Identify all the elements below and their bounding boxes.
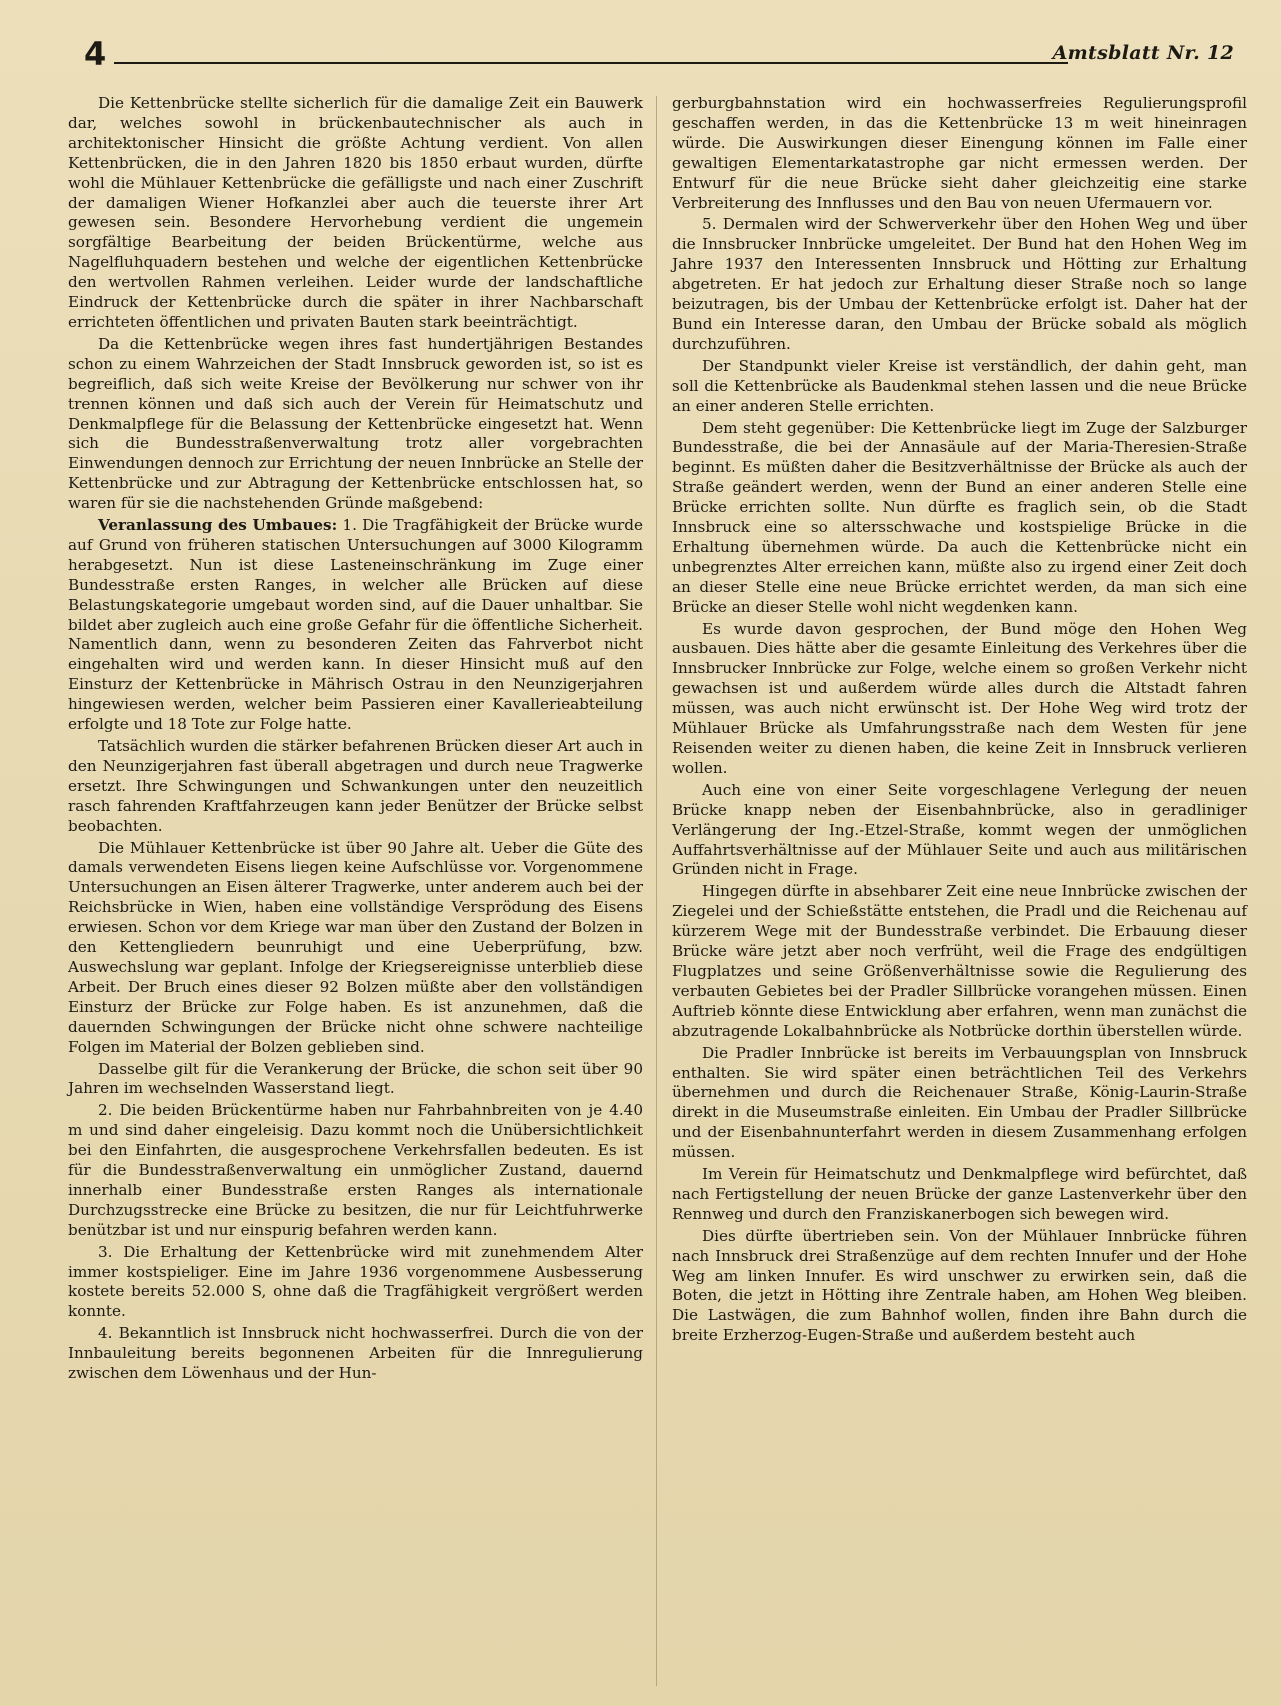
left-column (68, 94, 643, 1386)
paragraph: Dem steht gegenüber: Die Kettenbrücke liegt im Zuge der Salzburger Bundesstraße, die bei der Annasäule auf der Maria-Theresien-Straße beginnt. Es müßten daher die Besitzverhältnisse der Brücke als auch der Straße geändert werden, wenn der Bund an einer anderen Stelle eine Brücke errichten sollte. Nun dürfte es fraglich sein, ob die Stadt Innsbruck eine so altersschwache und kostspielige Brücke in die Erhaltung übernehmen würde. Da auch die Kettenbrücke nicht ein unbegrenztes Alter erreichen kann, müßte also zu irgend einer Zeit doch an dieser Stelle eine neue Brücke errichtet werden, da man sich eine Brücke an dieser Stelle wohl nicht wegdenken kann. (672, 418, 1247, 616)
paragraph: Die Kettenbrücke stellte sicherlich für die damalige Zeit ein Bauwerk dar, welches sowohl in brückenbautechnischer als auch in architektonischer Hinsicht die größte Achtung verdient. Von allen Kettenbrücken, die in den Jahren 1820 bis 1850 erbaut wurden, dürfte wohl die Mühlauer Kettenbrücke die gefälligste und nach einer Zuschrift der damaligen Wiener Hofkanzlei aber auch die teuerste ihrer Art gewesen sein. Besondere Hervorhebung verdient die ungemein sorgfältige Bearbeitung der beiden Brückentürme, welche aus Nagelfluhquadern bestehen und welche der eigentlichen Kettenbrücke den wertvollen Rahmen verleihen. Leider wurde der landschaftliche Eindruck der Kettenbrücke durch die später in ihrer Nachbarschaft errichteten öffentlichen und privaten Bauten stark beeinträchtigt. (68, 94, 643, 331)
paragraph: Hingegen dürfte in absehbarer Zeit eine neue Innbrücke zwischen der Ziegelei und der Schießstätte entstehen, die Pradl und die Reichenau auf kürzerem Wege mit der Bundesstraße verbindet. Die Erbauung dieser Brücke wäre jetzt aber noch verfrüht, weil die Frage des endgültigen Flugplatzes und seine Größenverhältnisse sowie die Regulierung des verbauten Gebietes bei der Pradler Sillbrücke vorangehen müssen. Einen Auftrieb könnte diese Entwicklung aber erfahren, wenn man zunächst die abzutragende Lokalbahnbrücke als Notbrücke dorthin überstellen würde. (672, 882, 1247, 1040)
column-divider (656, 96, 657, 1686)
header-rule (114, 62, 1068, 64)
paragraph: 2. Die beiden Brückentürme haben nur Fahrbahnbreiten von je 4.40 m und sind daher eingeleisig. Dazu kommt noch die Unübersichtlichkeit bei den Einfahrten, die ausgesprochene Verkehrsfallen bedeuten. Es ist für die Bundesstraßenverwaltung ein unmöglicher Zustand, dauernd innerhalb einer Bundesstraße ersten Ranges als internationale Durchzugsstrecke eine Brücke zu besitzen, die nur für Leichtfuhrwerke benützbar ist und nur einspurig befahren werden kann. (68, 1101, 643, 1239)
page-number: 4 (84, 35, 107, 73)
paragraph: Veranlassung des Umbaues: 1. Die Tragfähigkeit der Brücke wurde auf Grund von früheren statischen Untersuchungen auf 3000 Kilogramm herabgesetzt. Nun ist diese Lasteneinschränkung im Zuge einer Bundesstraße ersten Ranges, in welcher alle Brücken auf diese Belastungskategorie umgebaut worden sind, auf die Dauer unhaltbar. Sie bildet aber zugleich auch eine große Gefahr für die öffentliche Sicherheit. Namentlich dann, wenn zu besonderen Zeiten das Fahrverbot nicht eingehalten wird und werden kann. In dieser Hinsicht muß auf den Einsturz der Kettenbrücke in Mährisch Ostrau in den Neunzigerjahren hingewiesen werden, welcher beim Passieren einer Kavallerieabteilung erfolgte und 18 Tote zur Folge hatte. (68, 516, 643, 734)
right-column (672, 94, 1247, 1348)
paragraph: 3. Die Erhaltung der Kettenbrücke wird mit zunehmendem Alter immer kostspieliger. Eine im Jahre 1936 vorgenommene Ausbesserung kostete bereits 52.000 S, ohne daß die Tragfähigkeit vergrößert werden konnte. (68, 1242, 643, 1321)
paragraph: 5. Dermalen wird der Schwerverkehr über den Hohen Weg und über die Innsbrucker Innbrücke umgeleitet. Der Bund hat den Hohen Weg im Jahre 1937 den Interessenten Innsbruck und Hötting zur Erhaltung abgetreten. Er hat jedoch zur Erhaltung dieser Straße noch so lange beizutragen, bis der Umbau der Kettenbrücke erfolgt ist. Daher hat der Bund ein Interesse daran, den Umbau der Brücke sobald als möglich durchzuführen. (672, 215, 1247, 353)
paragraph: Da die Kettenbrücke wegen ihres fast hundertjährigen Bestandes schon zu einem Wahrzeichen der Stadt Innsbruck geworden ist, so ist es begreiflich, daß sich weite Kreise der Bevölkerung nur schwer von ihr trennen können und daß sich auch der Verein für Heimatschutz und Denkmalpflege für die Belassung der Kettenbrücke eingesetzt hat. Wenn sich die Bundesstraßenverwaltung trotz aller vorgebrachten Einwendungen dennoch zur Errichtung der neuen Innbrücke an Stelle der Kettenbrücke und zur Abtragung der Kettenbrücke entschlossen hat, so waren für sie die nachstehenden Gründe maßgebend: (68, 334, 643, 513)
paragraph: Dasselbe gilt für die Verankerung der Brücke, die schon seit über 90 Jahren im wechselnden Wasserstand liegt. (68, 1059, 643, 1098)
paragraph: Der Standpunkt vieler Kreise ist verständlich, der dahin geht, man soll die Kettenbrücke als Baudenkmal stehen lassen und die neue Brücke an einer anderen Stelle errichten. (672, 356, 1247, 415)
paragraph: Dies dürfte übertrieben sein. Von der Mühlauer Innbrücke führen nach Innsbruck drei Straßenzüge auf dem rechten Innufer und der Hohe Weg am linken Innufer. Es wird unschwer zu erwirken sein, daß die Boten, die jetzt in Hötting ihre Zentrale haben, am Hohen Weg bleiben. Die Lastwägen, die zum Bahnhof wollen, finden ihre Bahn durch die breite Erzherzog-Eugen-Straße und außerdem besteht auch (672, 1226, 1247, 1345)
paragraph: gerburgbahnstation wird ein hochwasserfreies Regulierungsprofil geschaffen werden, in das die Kettenbrücke 13 m weit hineinragen würde. Die Auswirkungen dieser Einengung können im Falle einer gewaltigen Elementarkatastrophe gar nicht ermessen werden. Der Entwurf für die neue Brücke sieht daher gleichzeitig eine starke Verbreiterung des Innflusses und den Bau von neuen Ufermauern vor. (672, 94, 1247, 212)
paragraph: Im Verein für Heimatschutz und Denkmalpflege wird befürchtet, daß nach Fertigstellung der neuen Brücke der ganze Lastenverkehr über den Rennweg und durch den Franziskanerbogen sich bewegen wird. (672, 1165, 1247, 1223)
paragraph: Die Mühlauer Kettenbrücke ist über 90 Jahre alt. Ueber die Güte des damals verwendeten Eisens liegen keine Aufschlüsse vor. Vorgenommene Untersuchungen an Eisen älterer Tragwerke, unter anderem auch bei der Reichsbrücke in Wien, haben eine vollständige Versprödung des Eisens erwiesen. Schon vor dem Kriege war man über den Zustand der Bolzen in den Kettengliedern beunruhigt und eine Ueberprüfung, bzw. Auswechslung war geplant. Infolge der Kriegsereignisse unterblieb diese Arbeit. Der Bruch eines dieser 92 Bolzen müßte aber den vollständigen Einsturz der Brücke zur Folge haben. Es ist anzunehmen, daß die dauernden Schwingungen der Brücke nicht ohne schwere nachteilige Folgen im Material der Bolzen geblieben sind. (68, 838, 643, 1056)
paragraph: Es wurde davon gesprochen, der Bund möge den Hohen Weg ausbauen. Dies hätte aber die gesamte Einleitung des Verkehres über die Innsbrucker Innbrücke zur Folge, welche einem so großen Verkehr nicht gewachsen ist und außerdem würde alles durch die Altstadt fahren müssen, was auch nicht erwünscht ist. Der Hohe Weg wird trotz der Mühlauer Brücke als Umfahrungsstraße nach dem Westen für jene Reisenden weiter zu dienen haben, die keine Zeit in Innsbruck verlieren wollen. (672, 619, 1247, 777)
publication-title: Amtsblatt Nr. 12 (1052, 42, 1234, 64)
paragraph: 4. Bekanntlich ist Innsbruck nicht hochwasserfrei. Durch die von der Innbauleitung bereits begonnenen Arbeiten für die Innregulierung zwischen dem Löwenhaus und der Hun- (68, 1324, 643, 1383)
paragraph: Auch eine von einer Seite vorgeschlagene Verlegung der neuen Brücke knapp neben der Eisenbahnbrücke, also in geradliniger Verlängerung der Ing.-Etzel-Straße, kommt wegen der unmöglichen Auffahrtsverhältnisse auf der Mühlauer Seite und auch aus militärischen Gründen nicht in Frage. (672, 780, 1247, 879)
page-header (84, 34, 1234, 74)
paragraph: Die Pradler Innbrücke ist bereits im Verbauungsplan von Innsbruck enthalten. Sie wird später einen beträchtlichen Teil des Verkehrs übernehmen und durch die Reichenauer Straße, König-Laurin-Straße direkt in die Museumstraße einleiten. Ein Umbau der Pradler Sillbrücke und der Eisenbahnunterfahrt werden in diesem Zusammenhang erfolgen müssen. (672, 1043, 1247, 1162)
paragraph: Tatsächlich wurden die stärker befahrenen Brücken dieser Art auch in den Neunzigerjahren fast überall abgetragen und durch neue Tragwerke ersetzt. Ihre Schwingungen und Schwankungen unter den neuzeitlich rasch fahrenden Kraftfahrzeugen kann jeder Benützer der Brücke selbst beobachten. (68, 737, 643, 835)
section-lead: Veranlassung des Umbaues: (98, 516, 338, 535)
